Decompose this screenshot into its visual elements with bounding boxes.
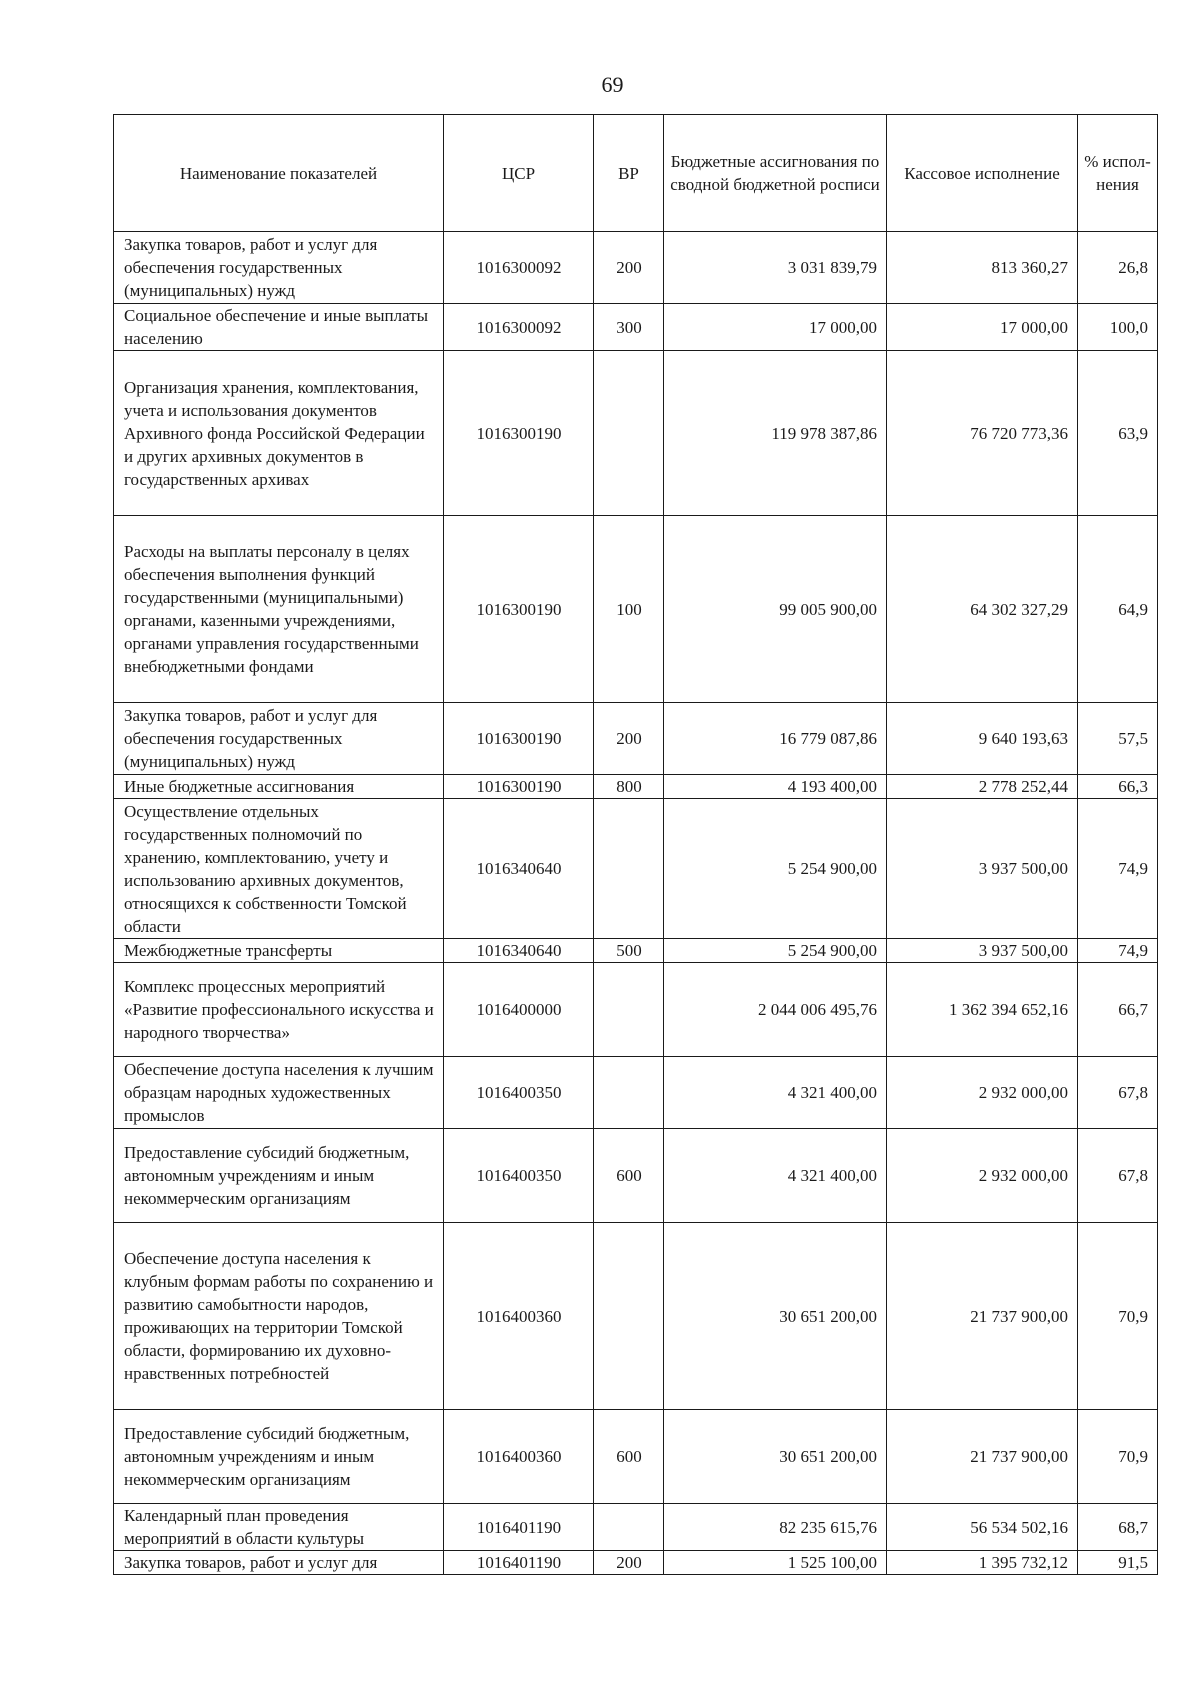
table-row xyxy=(114,775,1158,799)
table-row xyxy=(114,516,1158,703)
table-header-row xyxy=(114,115,1158,232)
row-vr-cell xyxy=(594,799,664,939)
table-row xyxy=(114,1057,1158,1129)
row-name-cell: Социальное обеспечение и иные выплаты населению xyxy=(114,304,444,351)
row-percent-cell: 63,9 xyxy=(1078,351,1158,516)
table-row xyxy=(114,1504,1158,1551)
row-csr-cell: 1016401190 xyxy=(444,1551,594,1575)
row-name-cell: Межбюджетные трансферты xyxy=(114,939,444,963)
row-cash-cell: 1 362 394 652,16 xyxy=(887,963,1078,1057)
table-row xyxy=(114,1551,1158,1575)
row-budget-cell: 4 193 400,00 xyxy=(664,775,887,799)
header-vr: ВР xyxy=(594,115,664,232)
row-csr-cell: 1016400350 xyxy=(444,1057,594,1129)
row-budget-cell: 3 031 839,79 xyxy=(664,232,887,304)
row-budget-cell: 4 321 400,00 xyxy=(664,1057,887,1129)
header-csr: ЦСР xyxy=(444,115,594,232)
table-row xyxy=(114,1129,1158,1223)
row-vr-cell: 600 xyxy=(594,1410,664,1504)
row-name-cell: Предоставление субсидий бюджетным, автономным учреждениям и иным некоммерческим организациям xyxy=(114,1410,444,1504)
row-vr-cell: 600 xyxy=(594,1129,664,1223)
header-percent: % испол-нения xyxy=(1078,115,1158,232)
row-percent-cell: 68,7 xyxy=(1078,1504,1158,1551)
row-budget-cell: 5 254 900,00 xyxy=(664,939,887,963)
row-cash-cell: 2 932 000,00 xyxy=(887,1057,1078,1129)
row-percent-cell: 57,5 xyxy=(1078,703,1158,775)
row-vr-cell xyxy=(594,351,664,516)
row-csr-cell: 1016400000 xyxy=(444,963,594,1057)
row-percent-cell: 67,8 xyxy=(1078,1129,1158,1223)
row-csr-cell: 1016340640 xyxy=(444,939,594,963)
table-row xyxy=(114,799,1158,939)
row-vr-cell xyxy=(594,1223,664,1410)
row-csr-cell: 1016400360 xyxy=(444,1410,594,1504)
row-name-cell: Закупка товаров, работ и услуг для обеспечения государственных (муниципальных) нужд xyxy=(114,703,444,775)
row-name-cell: Иные бюджетные ассигнования xyxy=(114,775,444,799)
row-name-cell: Комплекс процессных мероприятий «Развитие профессионального искусства и народного творчества» xyxy=(114,963,444,1057)
table-row xyxy=(114,1223,1158,1410)
row-cash-cell: 2 778 252,44 xyxy=(887,775,1078,799)
row-vr-cell: 200 xyxy=(594,1551,664,1575)
row-name-cell: Обеспечение доступа населения к клубным формам работы по сохранению и развитию самобытности народов, проживающих на территории Томской области, формированию их духовно-нравственных потребностей xyxy=(114,1223,444,1410)
row-vr-cell: 800 xyxy=(594,775,664,799)
row-name-cell: Обеспечение доступа населения к лучшим образцам народных художественных промыслов xyxy=(114,1057,444,1129)
row-budget-cell: 30 651 200,00 xyxy=(664,1223,887,1410)
row-vr-cell: 200 xyxy=(594,703,664,775)
row-percent-cell: 64,9 xyxy=(1078,516,1158,703)
row-budget-cell: 119 978 387,86 xyxy=(664,351,887,516)
budget-execution-table xyxy=(113,114,1158,1575)
row-cash-cell: 2 932 000,00 xyxy=(887,1129,1078,1223)
row-percent-cell: 67,8 xyxy=(1078,1057,1158,1129)
row-percent-cell: 66,3 xyxy=(1078,775,1158,799)
row-csr-cell: 1016300190 xyxy=(444,516,594,703)
row-vr-cell: 100 xyxy=(594,516,664,703)
row-budget-cell: 2 044 006 495,76 xyxy=(664,963,887,1057)
row-vr-cell xyxy=(594,1057,664,1129)
row-name-cell: Организация хранения, комплектования, учета и использования документов Архивного фонда Российской Федерации и других архивных документов в государственных архивах xyxy=(114,351,444,516)
row-vr-cell xyxy=(594,1504,664,1551)
row-percent-cell: 26,8 xyxy=(1078,232,1158,304)
row-cash-cell: 64 302 327,29 xyxy=(887,516,1078,703)
row-csr-cell: 1016300190 xyxy=(444,351,594,516)
row-percent-cell: 70,9 xyxy=(1078,1410,1158,1504)
row-csr-cell: 1016300092 xyxy=(444,232,594,304)
row-name-cell: Закупка товаров, работ и услуг для xyxy=(114,1551,444,1575)
row-csr-cell: 1016300092 xyxy=(444,304,594,351)
row-percent-cell: 66,7 xyxy=(1078,963,1158,1057)
table-row xyxy=(114,1410,1158,1504)
row-cash-cell: 21 737 900,00 xyxy=(887,1410,1078,1504)
row-cash-cell: 813 360,27 xyxy=(887,232,1078,304)
row-csr-cell: 1016400350 xyxy=(444,1129,594,1223)
row-percent-cell: 74,9 xyxy=(1078,799,1158,939)
row-name-cell: Закупка товаров, работ и услуг для обеспечения государственных (муниципальных) нужд xyxy=(114,232,444,304)
row-cash-cell: 21 737 900,00 xyxy=(887,1223,1078,1410)
row-csr-cell: 1016300190 xyxy=(444,703,594,775)
row-cash-cell: 9 640 193,63 xyxy=(887,703,1078,775)
row-vr-cell: 300 xyxy=(594,304,664,351)
row-vr-cell: 200 xyxy=(594,232,664,304)
row-budget-cell: 16 779 087,86 xyxy=(664,703,887,775)
row-percent-cell: 91,5 xyxy=(1078,1551,1158,1575)
row-csr-cell: 1016401190 xyxy=(444,1504,594,1551)
row-vr-cell: 500 xyxy=(594,939,664,963)
row-name-cell: Осуществление отдельных государственных полномочий по хранению, комплектованию, учету и использованию архивных документов, относящихся к собственности Томской области xyxy=(114,799,444,939)
row-budget-cell: 30 651 200,00 xyxy=(664,1410,887,1504)
table-row xyxy=(114,703,1158,775)
row-csr-cell: 1016400360 xyxy=(444,1223,594,1410)
row-vr-cell xyxy=(594,963,664,1057)
row-budget-cell: 99 005 900,00 xyxy=(664,516,887,703)
row-budget-cell: 82 235 615,76 xyxy=(664,1504,887,1551)
page-number: 69 xyxy=(601,72,624,97)
row-budget-cell: 4 321 400,00 xyxy=(664,1129,887,1223)
row-cash-cell: 3 937 500,00 xyxy=(887,799,1078,939)
header-budget: Бюджетные ассигнования по сводной бюджетной росписи xyxy=(664,115,887,232)
row-name-cell: Предоставление субсидий бюджетным, автономным учреждениям и иным некоммерческим организациям xyxy=(114,1129,444,1223)
header-cash: Кассовое исполнение xyxy=(887,115,1078,232)
row-name-cell: Расходы на выплаты персоналу в целях обеспечения выполнения функций государственными (муниципальными) органами, казенными учреждениями, органами управления государственными внебюджетными фондами xyxy=(114,516,444,703)
row-cash-cell: 17 000,00 xyxy=(887,304,1078,351)
row-cash-cell: 76 720 773,36 xyxy=(887,351,1078,516)
row-percent-cell: 74,9 xyxy=(1078,939,1158,963)
table-row xyxy=(114,232,1158,304)
row-cash-cell: 3 937 500,00 xyxy=(887,939,1078,963)
row-percent-cell: 100,0 xyxy=(1078,304,1158,351)
row-name-cell: Календарный план проведения мероприятий в области культуры xyxy=(114,1504,444,1551)
row-budget-cell: 1 525 100,00 xyxy=(664,1551,887,1575)
row-cash-cell: 1 395 732,12 xyxy=(887,1551,1078,1575)
row-csr-cell: 1016300190 xyxy=(444,775,594,799)
table-row xyxy=(114,963,1158,1057)
row-cash-cell: 56 534 502,16 xyxy=(887,1504,1078,1551)
row-percent-cell: 70,9 xyxy=(1078,1223,1158,1410)
table-row xyxy=(114,304,1158,351)
row-budget-cell: 17 000,00 xyxy=(664,304,887,351)
header-name: Наименование показателей xyxy=(114,115,444,232)
table-row xyxy=(114,351,1158,516)
row-csr-cell: 1016340640 xyxy=(444,799,594,939)
row-budget-cell: 5 254 900,00 xyxy=(664,799,887,939)
table-row xyxy=(114,939,1158,963)
